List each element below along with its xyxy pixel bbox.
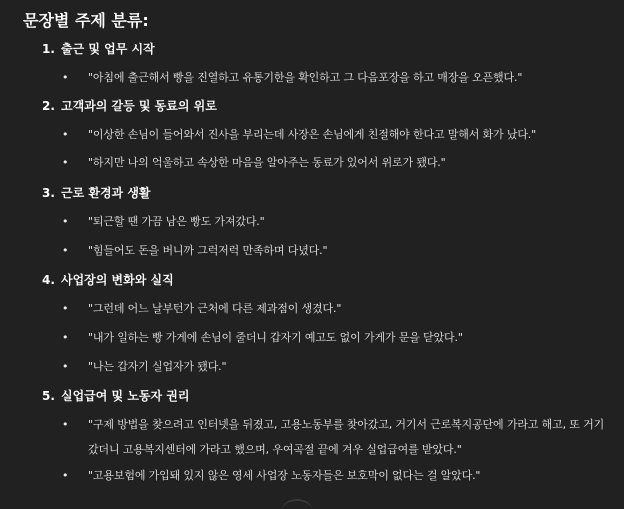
- section-heading-text: 고객과의 갈등 및 동료의 위로: [61, 99, 217, 113]
- section-heading-1: [42, 40, 155, 58]
- list-item-text: "나는 갑자기 실업자가 됐다.": [88, 360, 227, 373]
- section-heading-text: 출근 및 업무 시작: [61, 42, 155, 56]
- list-item-text: "구제 방법을 찾으려고 인터넷을 뒤졌고, 고용노동부를 찾아갔고, 거기서 근로복지공단에 가라고 해고, 또 거기 갔더니 고용복지센터에 가라고 했으며, 우여곡절 끝에 겨우 실업급여를 받았다.": [88, 418, 605, 456]
- list-item: [62, 325, 613, 350]
- bullet-icon: •: [62, 156, 69, 169]
- page-title: 문장별 주제 분류:: [23, 11, 149, 30]
- list-item-text: "아침에 출근해서 빵을 진열하고 유통기한을 확인하고 그 다음포장을 하고 매장을 오픈했다.": [88, 71, 523, 84]
- bullet-icon: •: [62, 469, 69, 482]
- bullet-icon: •: [62, 128, 69, 141]
- scroll-down-button[interactable]: [282, 499, 312, 509]
- section-heading-5: [42, 387, 189, 405]
- list-item-text: "힘들어도 돈을 버니까 그럭저럭 만족하며 다녔다.": [88, 244, 328, 257]
- list-item-text: "고용보험에 가입돼 있지 않은 영세 사업장 노동자들은 보호막이 없다는 걸 알았다.": [88, 469, 481, 482]
- bullet-icon: •: [62, 418, 69, 431]
- section-heading-2: [42, 97, 217, 115]
- section-number: 5.: [42, 389, 55, 403]
- bullet-icon: •: [62, 215, 69, 228]
- section-number: 4.: [42, 273, 55, 287]
- bullet-icon: •: [62, 302, 69, 315]
- section-number: 2.: [42, 99, 55, 113]
- list-item: [62, 354, 613, 379]
- section-heading-text: 근로 환경과 생활: [61, 186, 151, 200]
- bullet-icon: •: [62, 244, 69, 257]
- list-item: [62, 463, 613, 488]
- list-item: [62, 150, 613, 175]
- list-item-text: "하지만 나의 억울하고 속상한 마음을 알아주는 동료가 있어서 위로가 됐다.": [88, 156, 446, 169]
- list-item-text: "그런데 어느 날부턴가 근처에 다른 제과점이 생겼다.": [88, 302, 342, 315]
- section-heading-3: [42, 184, 151, 202]
- bullet-icon: •: [62, 360, 69, 373]
- section-number: 1.: [42, 42, 55, 56]
- list-item: [62, 122, 613, 147]
- section-heading-text: 사업장의 변화와 실직: [61, 273, 174, 287]
- list-item-text: "이상한 손님이 들어와서 진사을 부리는데 사장은 손님에게 친절해야 한다고 말해서 화가 났다.": [88, 128, 537, 141]
- list-item: [62, 412, 613, 462]
- section-heading-4: [42, 271, 174, 289]
- list-item-text: "퇴근할 땐 가끔 남은 빵도 가져갔다.": [88, 215, 265, 228]
- section-heading-text: 실업급여 및 노동자 권리: [61, 389, 190, 403]
- bullet-icon: •: [62, 331, 69, 344]
- list-item: [62, 296, 613, 321]
- list-item: [62, 209, 613, 234]
- list-item: [62, 65, 613, 90]
- list-item: [62, 238, 613, 263]
- list-item-text: "내가 일하는 빵 가게에 손님이 줄더니 갑자기 예고도 없이 가게가 문을 닫았다.": [88, 331, 463, 344]
- section-number: 3.: [42, 186, 55, 200]
- bullet-icon: •: [62, 71, 69, 84]
